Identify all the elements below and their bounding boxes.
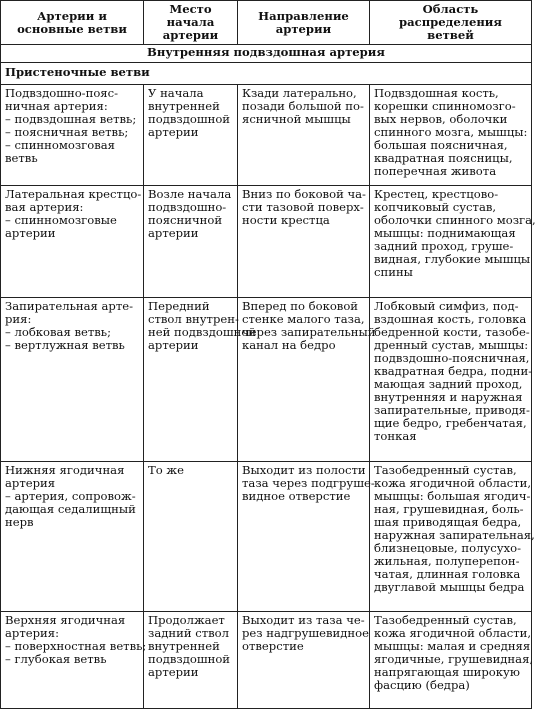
cell-line: – артерия, сопровож- bbox=[5, 489, 136, 503]
cell-direction bbox=[238, 85, 370, 186]
cell-line: позади большой по- bbox=[242, 99, 364, 113]
cell-origin bbox=[144, 298, 257, 462]
cell-line: нерв bbox=[5, 515, 34, 529]
span-title: Внутренняя подвздошная артерия bbox=[1, 45, 532, 63]
cell-line: ствол внутрен- bbox=[148, 312, 239, 326]
cell-line: То же bbox=[148, 463, 184, 477]
cell-line: Вниз по боковой ча- bbox=[242, 187, 366, 201]
header-artery: Артерии и основные ветви bbox=[1, 1, 144, 45]
cell-direction bbox=[238, 186, 370, 298]
cell-line: поперечная живота bbox=[374, 164, 497, 178]
cell-line: спины bbox=[374, 265, 413, 279]
table-row bbox=[1, 85, 532, 186]
cell-line: Латеральная крестцо- bbox=[5, 187, 142, 201]
cell-line: квадратная бедра, подни- bbox=[374, 364, 533, 378]
cell-line: через запирательный bbox=[242, 325, 376, 339]
cell-line: ягодичные, грушевидная, bbox=[374, 652, 534, 666]
cell-line: канал на бедро bbox=[242, 338, 336, 352]
cell-line: – поверхностная ветвь; bbox=[5, 639, 147, 653]
cell-area bbox=[370, 186, 536, 298]
cell-line: напрягающая широкую bbox=[374, 665, 520, 679]
cell-line: Лобковый симфиз, под- bbox=[374, 299, 519, 313]
cell-line: корешки спинномозго- bbox=[374, 99, 516, 113]
cell-area bbox=[370, 462, 535, 612]
cell-line: – лобковая ветвь; bbox=[5, 325, 112, 339]
cell-origin bbox=[144, 186, 238, 298]
cell-line: Кзади латерально, bbox=[242, 86, 357, 100]
table-row bbox=[1, 612, 532, 709]
cell-line: фасцию (бедра) bbox=[374, 678, 470, 692]
cell-line: копчиковый сустав, bbox=[374, 200, 497, 214]
header-origin: Место начала артерии bbox=[144, 1, 238, 45]
cell-line: артерии bbox=[148, 226, 199, 240]
cell-line: Вперед по боковой bbox=[242, 299, 359, 313]
cell-line: ничная артерия: bbox=[5, 99, 108, 113]
cell-line: задний ствол bbox=[148, 626, 230, 640]
section-title-row bbox=[1, 63, 532, 85]
cell-line: Подвздошно-пояс- bbox=[5, 86, 119, 100]
cell-line: артерии bbox=[148, 125, 199, 139]
cell-line: подвздошно-поясничная, bbox=[374, 351, 530, 365]
cell-line: – спинномозговые bbox=[5, 213, 117, 227]
cell-line: запирательные, приводя- bbox=[374, 403, 530, 417]
cell-line: таза через подгруше- bbox=[242, 476, 375, 490]
cell-direction bbox=[238, 612, 370, 709]
cell-line: артерия: bbox=[5, 626, 59, 640]
section-title: Пристеночные ветви bbox=[1, 63, 532, 85]
cell-line: наружная запирательная, bbox=[374, 528, 535, 542]
cell-line: спинного мозга, мышцы: bbox=[374, 125, 528, 139]
cell-line: Верхняя ягодичная bbox=[5, 613, 126, 627]
cell-line: видная, глубокие мышцы bbox=[374, 252, 531, 266]
cell-line: Тазобедренный сустав, bbox=[374, 463, 517, 477]
cell-line: мышцы: большая ягодич- bbox=[374, 489, 531, 503]
table-row bbox=[1, 298, 532, 462]
cell-line: вых нервов, оболочки bbox=[374, 112, 508, 126]
cell-line: квадратная поясницы, bbox=[374, 151, 513, 165]
header-area: Область распределения ветвей bbox=[370, 1, 532, 45]
header-direction: Направление артерии bbox=[238, 1, 370, 45]
cell-artery bbox=[1, 85, 144, 186]
table-row bbox=[1, 462, 532, 612]
cell-line: ная, грушевидная, боль- bbox=[374, 502, 524, 516]
cell-origin bbox=[144, 462, 238, 612]
cell-line: артерии bbox=[5, 226, 56, 240]
cell-line: ней подвздошной bbox=[148, 325, 257, 339]
cell-line: – поясничная ветвь; bbox=[5, 125, 129, 139]
cell-direction bbox=[238, 462, 375, 612]
cell-line: внутренней bbox=[148, 99, 220, 113]
cell-line: артерии bbox=[148, 338, 199, 352]
cell-line: Нижняя ягодичная bbox=[5, 463, 125, 477]
cell-line: большая поясничная, bbox=[374, 138, 508, 152]
table-row bbox=[1, 186, 532, 298]
cell-line: – спинномозговая bbox=[5, 138, 115, 152]
cell-line: кожа ягодичной области, bbox=[374, 476, 532, 490]
cell-artery bbox=[1, 186, 144, 298]
cell-line: дающая седалищный bbox=[5, 502, 136, 516]
cell-line: ясничной мышцы bbox=[242, 112, 351, 126]
cell-line: оболочки спинного мозга, bbox=[374, 213, 536, 227]
cell-line: щие бедро, гребенчатая, bbox=[374, 416, 527, 430]
cell-area bbox=[370, 85, 532, 186]
cell-artery bbox=[1, 298, 144, 462]
cell-line: кожа ягодичной области, bbox=[374, 626, 532, 640]
cell-line: – подвздошная ветвь; bbox=[5, 112, 137, 126]
cell-line: Подвздошная кость, bbox=[374, 86, 499, 100]
cell-line: задний проход, груше- bbox=[374, 239, 514, 253]
cell-line: близнецовые, полусухо- bbox=[374, 541, 522, 555]
cell-line: поясничной bbox=[148, 213, 223, 227]
cell-line: мышцы: поднимающая bbox=[374, 226, 516, 240]
cell-line: двуглавой мышцы бедра bbox=[374, 580, 525, 594]
cell-line: ветвь bbox=[5, 151, 38, 165]
cell-line: подвздошной bbox=[148, 112, 231, 126]
header-row bbox=[1, 1, 532, 45]
cell-line: – глубокая ветвь bbox=[5, 652, 107, 666]
cell-line: внутренней bbox=[148, 639, 220, 653]
cell-direction bbox=[238, 298, 376, 462]
cell-line: рия: bbox=[5, 312, 32, 326]
cell-line: Выходит из таза че- bbox=[242, 613, 365, 627]
cell-line: Возле начала bbox=[148, 187, 232, 201]
cell-area bbox=[370, 612, 532, 709]
cell-artery bbox=[1, 612, 147, 709]
cell-line: У начала bbox=[148, 86, 204, 100]
cell-line: Запирательная арте- bbox=[5, 299, 134, 313]
cell-origin bbox=[144, 612, 238, 709]
cell-artery bbox=[1, 462, 144, 612]
cell-line: бедренной кости, тазобе- bbox=[374, 325, 530, 339]
cell-line: дренный сустав, мышцы: bbox=[374, 338, 529, 352]
cell-area bbox=[370, 298, 532, 462]
cell-line: тонкая bbox=[374, 429, 417, 443]
cell-line: шая приводящая бедра, bbox=[374, 515, 522, 529]
cell-line: вая артерия: bbox=[5, 200, 84, 214]
cell-origin bbox=[144, 85, 238, 186]
span-title-row bbox=[1, 45, 532, 63]
cell-line: вздошная кость, головка bbox=[374, 312, 527, 326]
cell-line: ности крестца bbox=[242, 213, 330, 227]
cell-line: видное отверстие bbox=[242, 489, 351, 503]
cell-line: сти тазовой поверх- bbox=[242, 200, 364, 214]
cell-line: Передний bbox=[148, 299, 210, 313]
cell-line: артерии bbox=[148, 665, 199, 679]
cell-line: жильная, полуперепон- bbox=[374, 554, 520, 568]
cell-line: Выходит из полости bbox=[242, 463, 366, 477]
cell-line: чатая, длинная головка bbox=[374, 567, 521, 581]
cell-line: отверстие bbox=[242, 639, 304, 653]
cell-line: подвздошной bbox=[148, 652, 231, 666]
cell-line: Тазобедренный сустав, bbox=[374, 613, 517, 627]
cell-line: мающая задний проход, bbox=[374, 377, 523, 391]
cell-line: Продолжает bbox=[148, 613, 225, 627]
cell-line: – вертлужная ветвь bbox=[5, 338, 125, 352]
cell-line: подвздошно- bbox=[148, 200, 227, 214]
cell-line: стенке малого таза, bbox=[242, 312, 365, 326]
cell-line: артерия bbox=[5, 476, 56, 490]
cell-line: внутренняя и наружная bbox=[374, 390, 523, 404]
cell-line: Крестец, крестцово- bbox=[374, 187, 499, 201]
cell-line: рез надгрушевидное bbox=[242, 626, 369, 640]
cell-line: мышцы: малая и средняя bbox=[374, 639, 531, 653]
